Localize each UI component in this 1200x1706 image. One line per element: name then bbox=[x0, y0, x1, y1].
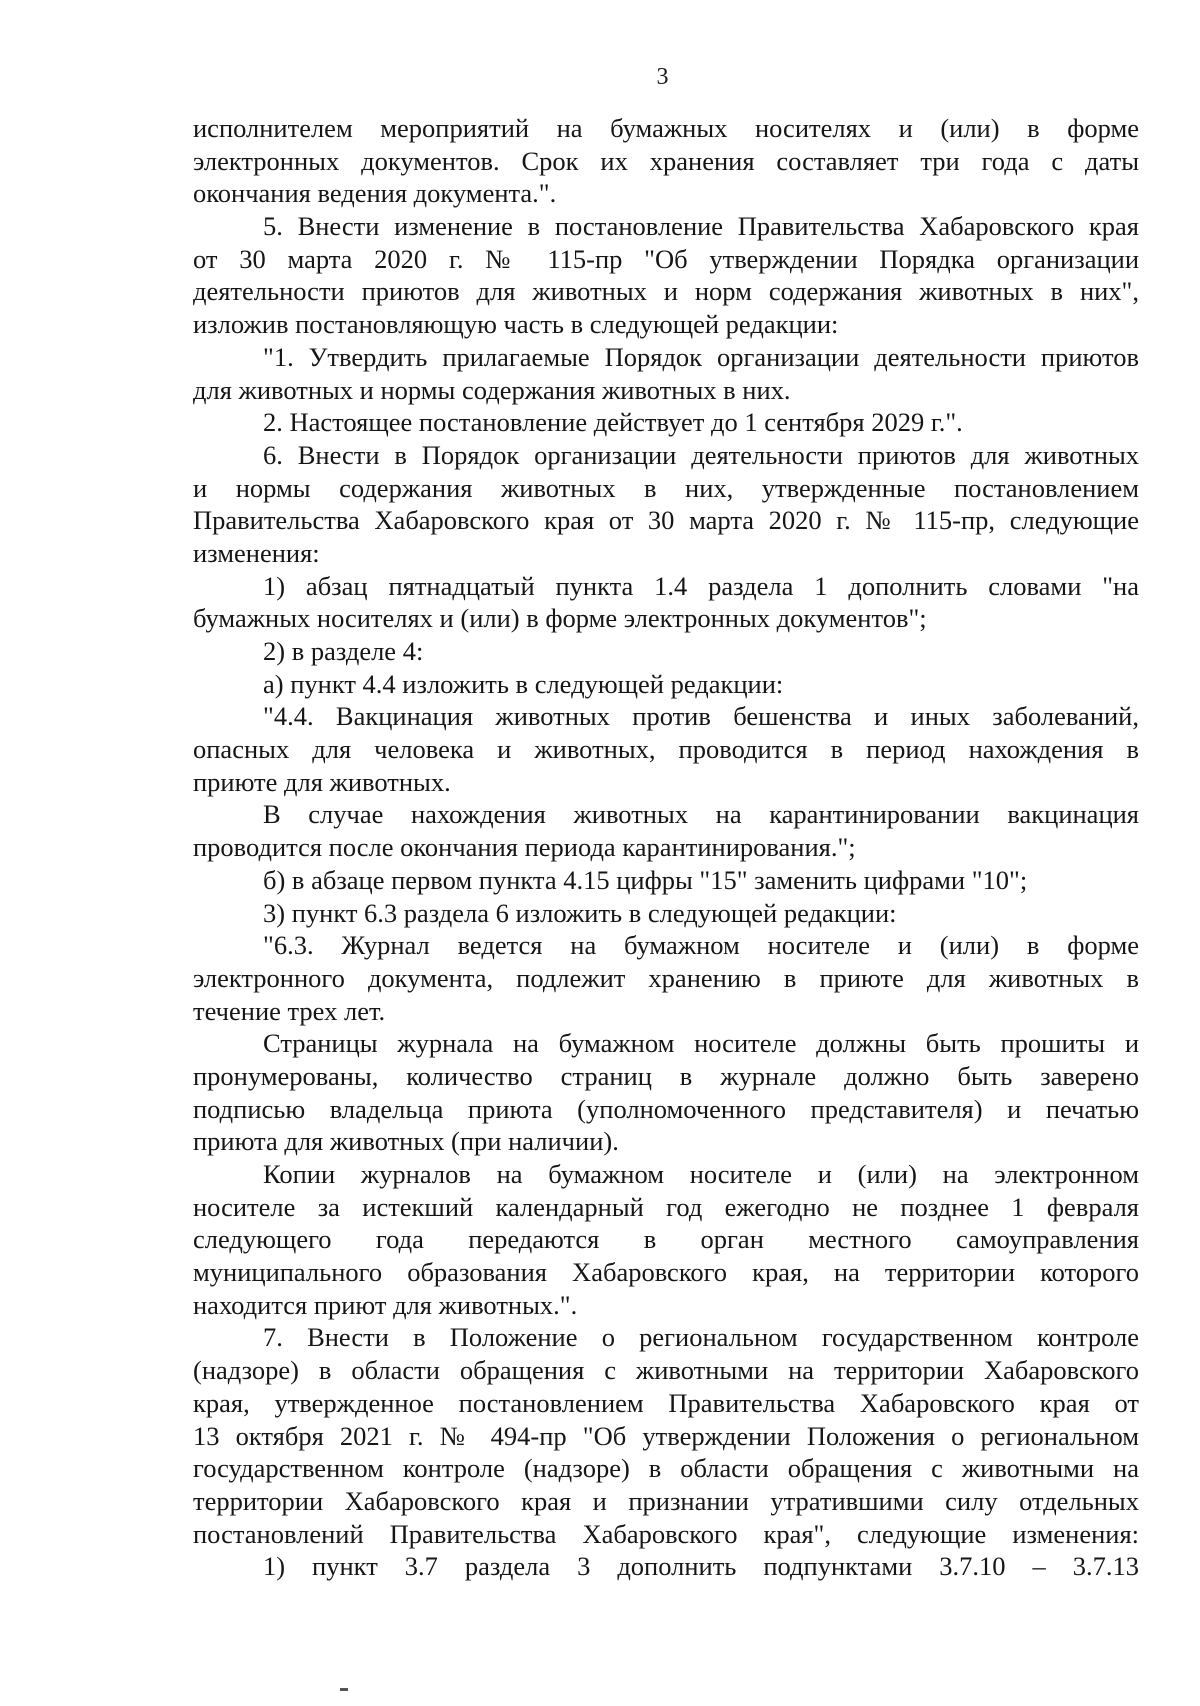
text-line: 1) абзац пятнадцатый пункта 1.4 раздела 1 дополнить словами "на bbox=[263, 570, 1139, 601]
text-line: Копии журналов на бумажном носителе и (или) на электронном bbox=[263, 1159, 1139, 1189]
text-line: окончания ведения документа.". bbox=[193, 178, 557, 209]
text-line: 2) в разделе 4: bbox=[263, 636, 424, 666]
text-line: приюте для животных. bbox=[193, 766, 451, 797]
text-line: 13 октября 2021 г. № 494-пр "Об утверждении Положения о региональном bbox=[193, 1420, 1139, 1451]
text-line: опасных для человека и животных, проводится в период нахождения в bbox=[193, 734, 1139, 765]
text-line: государственном контроле (надзоре) в области обращения с животными на bbox=[193, 1453, 1139, 1484]
text-line: 5. Внести изменение в постановление Правительства Хабаровского края bbox=[263, 211, 1139, 242]
text-line: "1. Утвердить прилагаемые Порядок организации деятельности приютов bbox=[263, 341, 1139, 372]
text-line: электронных документов. Срок их хранения составляет три года с даты bbox=[193, 145, 1139, 176]
text-line: края, утвержденное постановлением Правительства Хабаровского края от bbox=[193, 1387, 1139, 1418]
text-line: 6. Внести в Порядок организации деятельности приютов для животных bbox=[263, 439, 1139, 470]
text-line: находится приют для животных.". bbox=[193, 1289, 578, 1320]
text-line: (надзоре) в области обращения с животными на территории Хабаровского bbox=[193, 1355, 1139, 1386]
text-line: бумажных носителях и (или) в форме электронных документов"; bbox=[193, 603, 927, 634]
text-line: территории Хабаровского края и признании утратившими силу отдельных bbox=[193, 1485, 1139, 1516]
text-line: приюта для животных (при наличии). bbox=[193, 1126, 619, 1157]
text-line: подписью владельца приюта (уполномоченного представителя) и печатью bbox=[193, 1093, 1139, 1124]
text-line: 3) пункт 6.3 раздела 6 изложить в следующей редакции: bbox=[263, 897, 897, 928]
text-line: следующего года передаются в орган местного самоуправления bbox=[193, 1224, 1139, 1255]
text-line: проводится после окончания периода карантинирования."; bbox=[193, 832, 856, 863]
text-line: для животных и нормы содержания животных в них. bbox=[193, 374, 791, 405]
text-line: электронного документа, подлежит хранению в приюте для животных в bbox=[193, 962, 1139, 993]
text-line: пронумерованы, количество страниц в журнале должно быть заверено bbox=[193, 1060, 1139, 1091]
text-line: изменения: bbox=[193, 537, 320, 568]
text-line: течение трех лет. bbox=[193, 995, 386, 1026]
text-line: Страницы журнала на бумажном носителе должны быть прошиты и bbox=[263, 1028, 1139, 1059]
text-line: носителе за истекший календарный год ежегодно не позднее 1 февраля bbox=[193, 1191, 1139, 1222]
scan-speck bbox=[340, 1688, 348, 1691]
text-line: исполнителем мероприятий на бумажных носителях и (или) в форме bbox=[193, 113, 1139, 143]
text-line: постановлений Правительства Хабаровского края", следующие изменения: bbox=[193, 1518, 1139, 1549]
page-number: 3 bbox=[656, 64, 669, 90]
text-line: 2. Настоящее постановление действует до 1 сентября 2029 г.". bbox=[263, 407, 963, 438]
text-line: В случае нахождения животных на карантинировании вакцинация bbox=[263, 799, 1139, 830]
text-line: а) пункт 4.4 изложить в следующей редакции: bbox=[263, 668, 784, 699]
text-line: муниципального образования Хабаровского края, на территории которого bbox=[193, 1257, 1139, 1288]
text-line: 1) пункт 3.7 раздела 3 дополнить подпунктами 3.7.10 – 3.7.13 bbox=[263, 1551, 1139, 1582]
text-line: от 30 марта 2020 г. № 115-пр "Об утверждении Порядка организации bbox=[193, 243, 1139, 274]
text-line: "6.3. Журнал ведется на бумажном носителе и (или) в форме bbox=[263, 930, 1139, 961]
text-line: деятельности приютов для животных и норм содержания животных в них", bbox=[193, 276, 1139, 307]
text-line: изложив постановляющую часть в следующей редакции: bbox=[193, 309, 839, 340]
text-line: б) в абзаце первом пункта 4.15 цифры "15" заменить цифрами "10"; bbox=[263, 864, 1028, 895]
text-line: "4.4. Вакцинация животных против бешенства и иных заболеваний, bbox=[263, 701, 1139, 732]
document-body bbox=[193, 112, 1139, 1583]
text-line: 7. Внести в Положение о региональном государственном контроле bbox=[263, 1322, 1139, 1353]
text-line: и нормы содержания животных в них, утвержденные постановлением bbox=[193, 472, 1139, 503]
text-line: Правительства Хабаровского края от 30 марта 2020 г. № 115-пр, следующие bbox=[193, 505, 1139, 536]
